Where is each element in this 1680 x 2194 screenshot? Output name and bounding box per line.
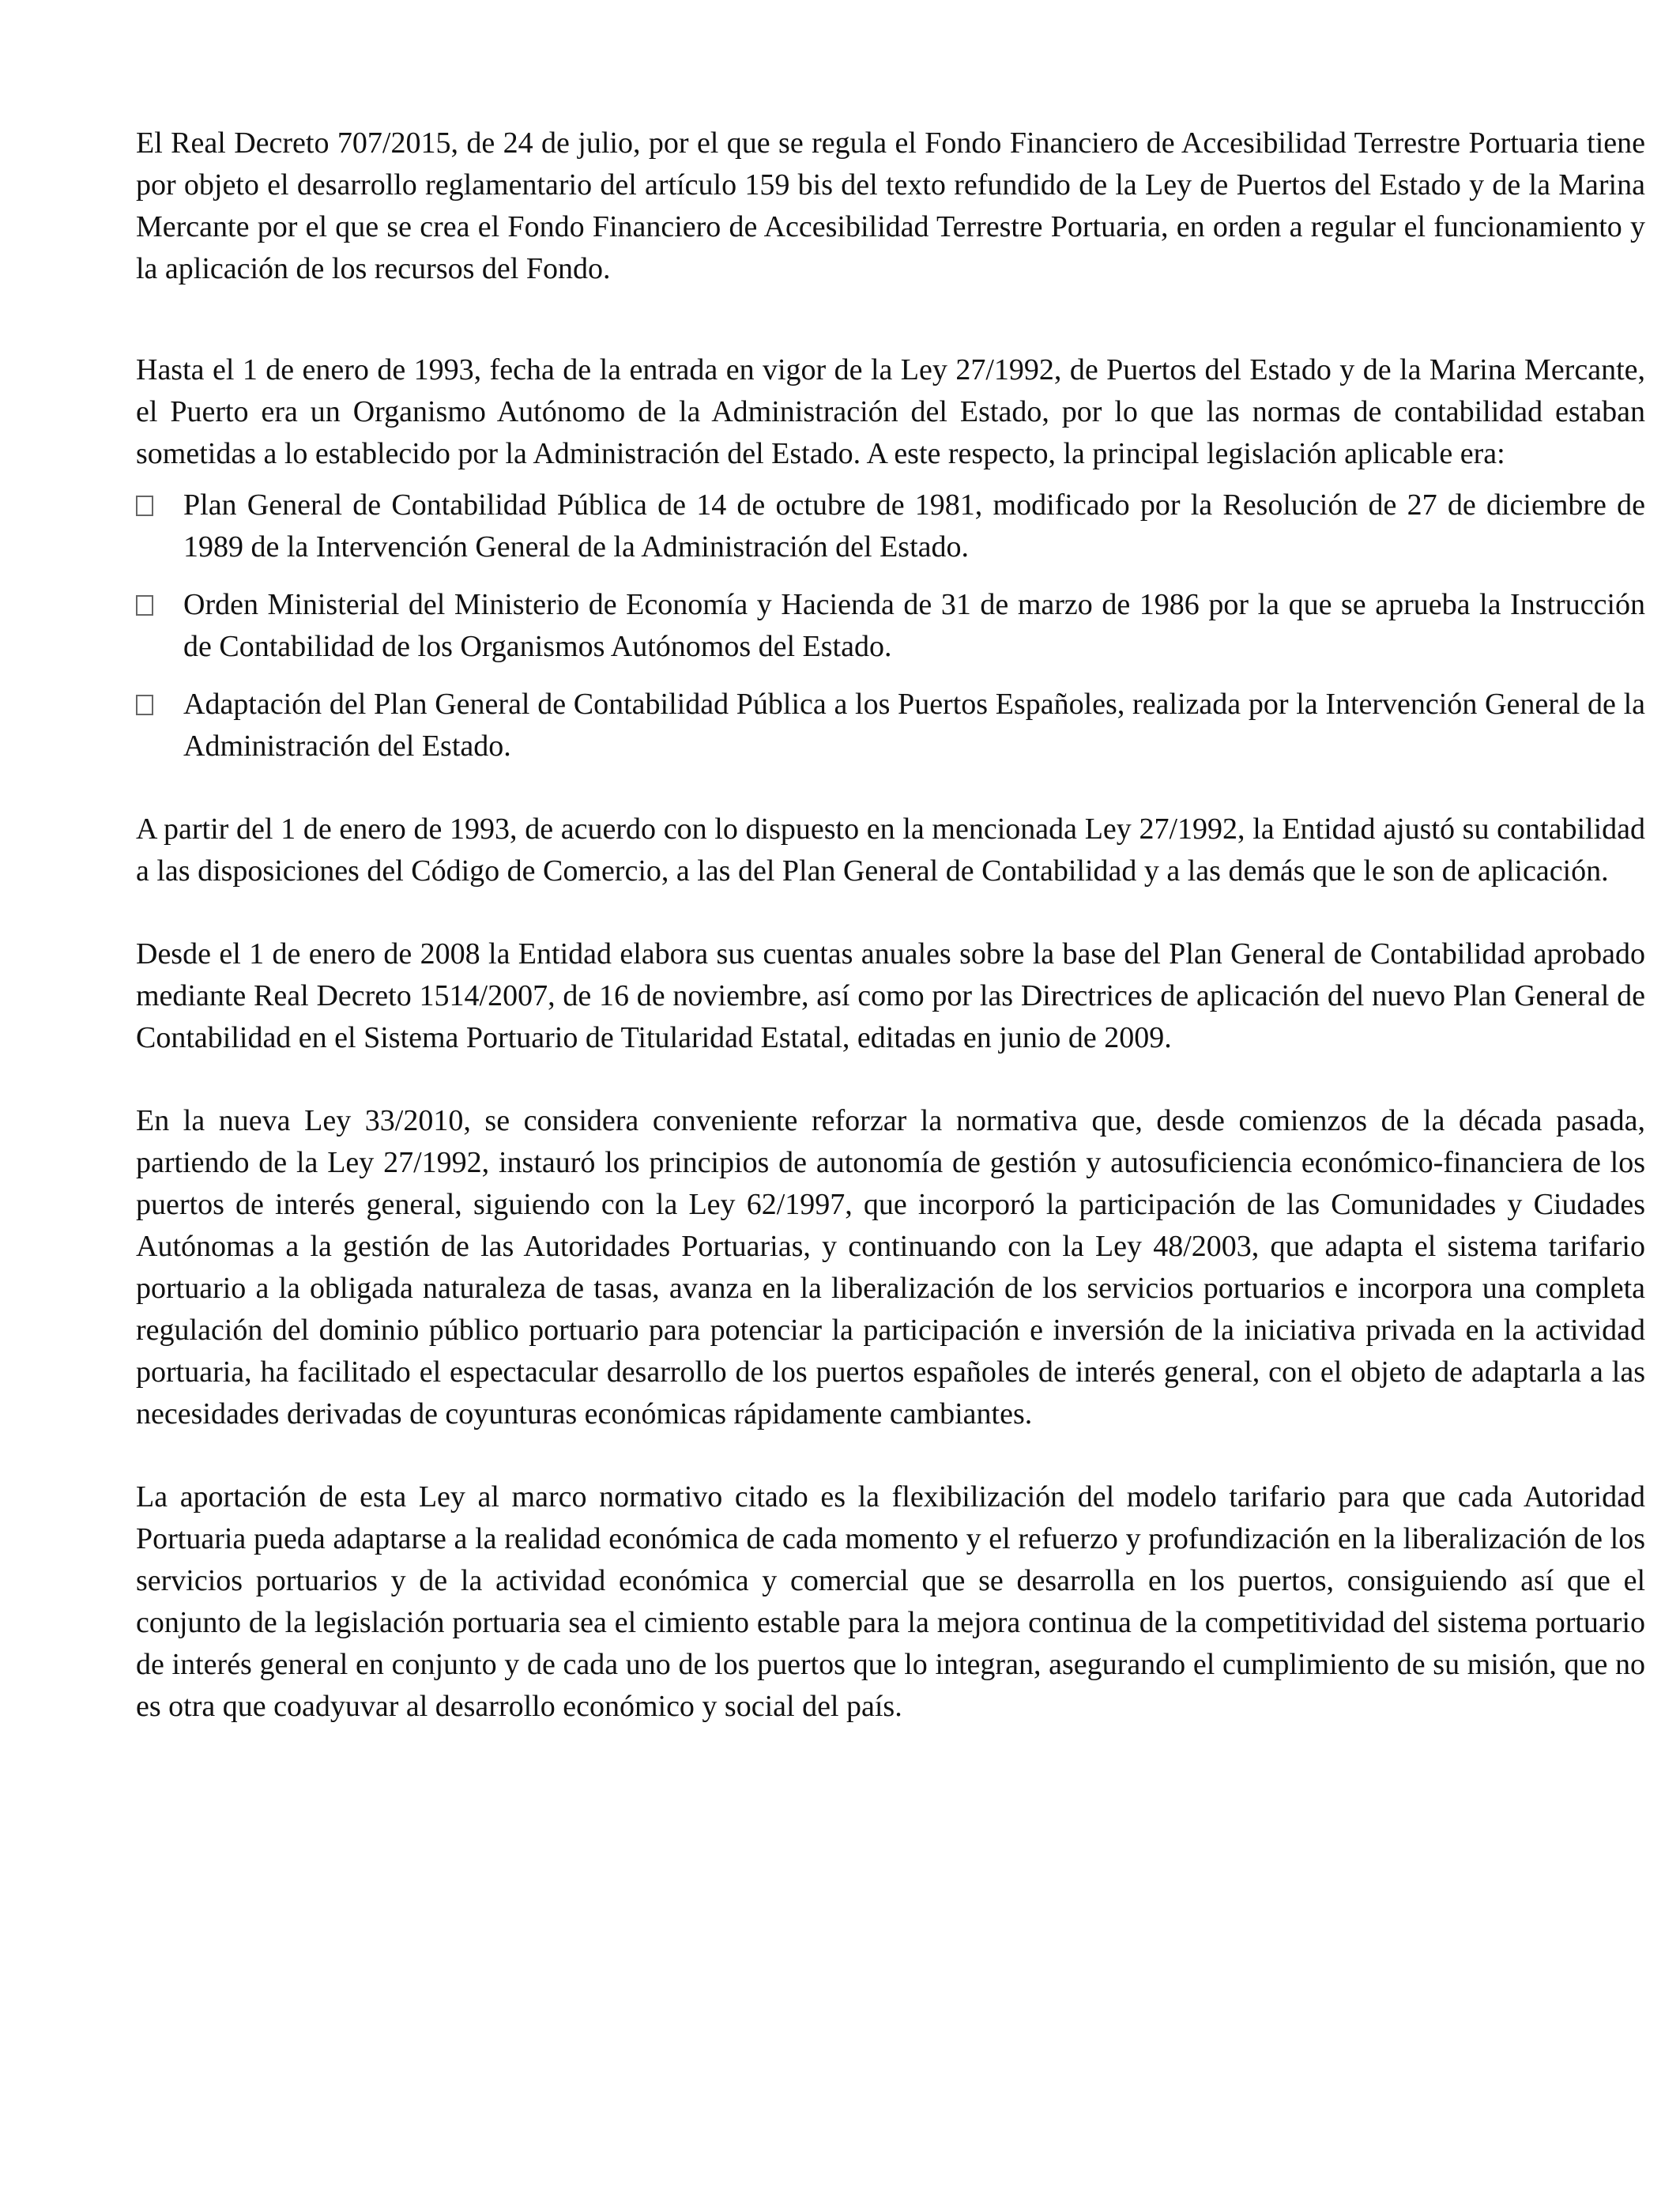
list-item-text: Orden Ministerial del Ministerio de Economía y Hacienda de 31 de marzo de 1986 por la que se aprueba la Instrucción de Contabilidad de los Organismos Autónomos del Estado.	[183, 588, 1645, 663]
paragraph-aportacion-ley: La aportación de esta Ley al marco normativo citado es la flexibilización del modelo tarifario para que cada Autoridad Portuaria pueda adaptarse a la realidad económica de cada momento y el refuerzo y profundización en la liberalización de los servicios portuarios y de la actividad económica y comercial que se desarrolla en los puertos, consiguiendo así que el conjunto de la legislación portuaria sea el cimiento estable para la mejora continua de la competitividad del sistema portuario de interés general en conjunto y de cada uno de los puertos que lo integran, asegurando el cumplimiento de su misión, que no es otra que coadyuvar al desarrollo económico y social del país.	[136, 1480, 1645, 1723]
missing-glyph-box-icon	[136, 584, 183, 616]
paragraph-real-decreto: El Real Decreto 707/2015, de 24 de julio, por el que se regula el Fondo Financiero de Accesibilidad Terrestre Portuaria tiene por objeto el desarrollo reglamentario del artículo 159 bis del texto refundido de la Ley de Puertos del Estado y de la Marina Mercante por el que se crea el Fondo Financiero de Accesibilidad Terrestre Portuaria, en orden a regular el funcionamiento y la aplicación de los recursos del Fondo.	[136, 126, 1645, 285]
paragraph-a-partir-1993: A partir del 1 de enero de 1993, de acuerdo con lo dispuesto en la mencionada Ley 27/1992, la Entidad ajustó su contabilidad a las disposiciones del Código de Comercio, a las del Plan General de Contabilidad y a las demás que le son de aplicación.	[136, 812, 1645, 888]
list-item	[136, 684, 1645, 767]
missing-glyph-box-icon	[136, 484, 183, 516]
document-body	[136, 123, 1645, 1728]
list-item-text: Adaptación del Plan General de Contabilidad Pública a los Puertos Españoles, realizada por la Intervención General de la Administración del Estado.	[183, 688, 1645, 763]
missing-glyph-box-icon	[136, 684, 183, 715]
paragraph-desde-2008: Desde el 1 de enero de 2008 la Entidad elabora sus cuentas anuales sobre la base del Plan General de Contabilidad aprobado mediante Real Decreto 1514/2007, de 16 de noviembre, así como por las Directrices de aplicación del nuevo Plan General de Contabilidad en el Sistema Portuario de Titularidad Estatal, editadas en junio de 2009.	[136, 937, 1645, 1054]
list-item	[136, 584, 1645, 668]
paragraph-hasta-1993: Hasta el 1 de enero de 1993, fecha de la entrada en vigor de la Ley 27/1992, de Puertos del Estado y de la Marina Mercante, el Puerto era un Organismo Autónomo de la Administración del Estado, por lo que las normas de contabilidad estaban sometidas a lo establecido por la Administración del Estado. A este respecto, la principal legislación aplicable era:	[136, 353, 1645, 470]
list-item	[136, 484, 1645, 568]
paragraph-ley-33-2010: En la nueva Ley 33/2010, se considera conveniente reforzar la normativa que, desde comienzos de la década pasada, partiendo de la Ley 27/1992, instauró los principios de autonomía de gestión y autosuficiencia económico-financiera de los puertos de interés general, siguiendo con la Ley 62/1997, que incorporó la participación de las Comunidades y Ciudades Autónomas a la gestión de las Autoridades Portuarias, y continuando con la Ley 48/2003, que adapta el sistema tarifario portuario a la obligada naturaleza de tasas, avanza en la liberalización de los servicios portuarios e incorpora una completa regulación del dominio público portuario para potenciar la participación e inversión de la iniciativa privada en la actividad portuaria, ha facilitado el espectacular desarrollo de los puertos españoles de interés general, con el objeto de adaptarla a las necesidades derivadas de coyunturas económicas rápidamente cambiantes.	[136, 1104, 1645, 1431]
list-item-text: Plan General de Contabilidad Pública de 14 de octubre de 1981, modificado por la Resolución de 27 de diciembre de 1989 de la Intervención General de la Administración del Estado.	[183, 488, 1645, 564]
legislation-list	[136, 484, 1645, 767]
